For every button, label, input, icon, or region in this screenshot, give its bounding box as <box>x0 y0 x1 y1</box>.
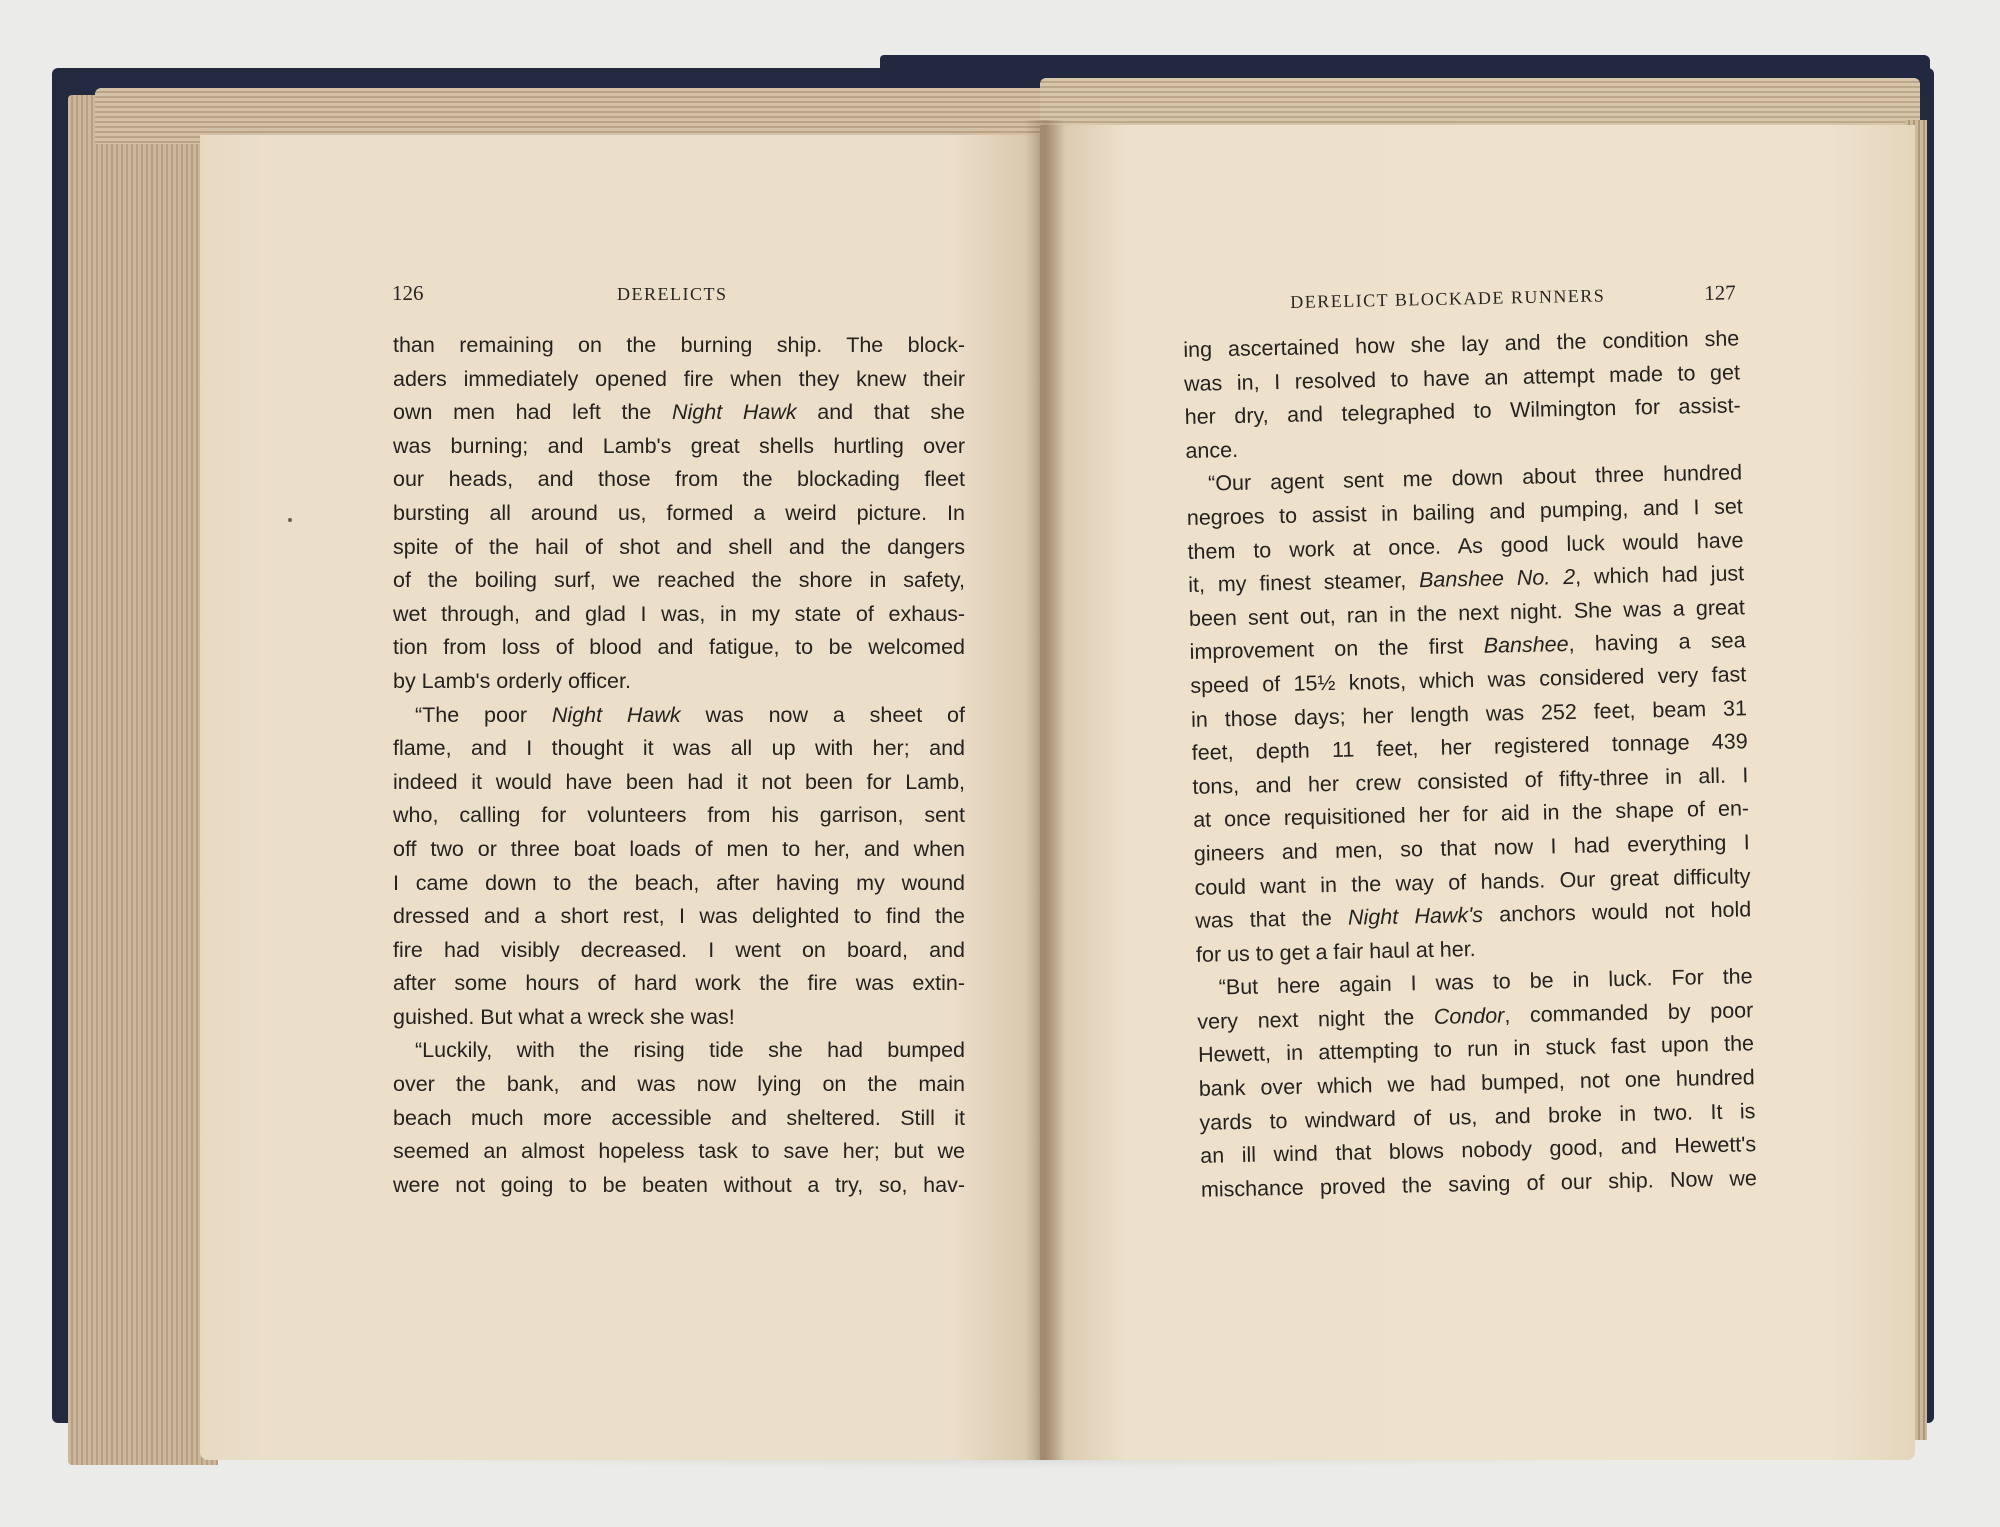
text-line: an ill wind that blows nobody good, and Hewett's <box>1199 1132 1757 1169</box>
text-line: at once requisitioned her for aid in the shape of en- <box>1192 796 1750 833</box>
text-line: mischance proved the saving of our ship. Now we <box>1200 1166 1758 1202</box>
text-line: beach much more accessible and sheltered. Still it <box>393 1105 965 1130</box>
text-line: ance. <box>1185 437 1239 463</box>
text-line: were not going to be beaten without a try, so, hav- <box>393 1172 965 1197</box>
text-line: wet through, and glad I was, in my state of exhaus- <box>393 601 965 626</box>
text-line: been sent out, ran in the next night. She was a great <box>1188 595 1746 631</box>
right-running-head: DERELICT BLOCKADE RUNNERS <box>1290 285 1606 312</box>
text-line: tons, and her crew consisted of fifty-three in all. I <box>1192 762 1749 799</box>
text-line: “Luckily, with the rising tide she had bumped <box>415 1038 965 1063</box>
text-line: by Lamb's orderly officer. <box>393 668 631 693</box>
text-line: than remaining on the burning ship. The block- <box>393 333 965 357</box>
text-line: flame, and I thought it was all up with her; and <box>393 736 965 761</box>
text-line: guished. But what a wreck she was! <box>393 1004 735 1029</box>
text-line: in those days; her length was 252 feet, beam 31 <box>1190 695 1748 732</box>
text-line: of the boiling surf, we reached the shore in safety, <box>393 568 965 593</box>
text-line: it, my finest steamer, Banshee No. 2, which had just <box>1188 561 1745 598</box>
text-line: negroes to assist in bailing and pumping, and I set <box>1186 494 1743 530</box>
left-running-head: DERELICTS <box>617 284 728 304</box>
text-line: them to work at once. As good luck would have <box>1187 527 1744 564</box>
text-line: speed of 15½ knots, which was considered very fast <box>1190 662 1747 698</box>
spine-gutter <box>1025 120 1065 1460</box>
text-line: I came down to the beach, after having my wound <box>393 870 965 895</box>
text-line: bursting all around us, formed a weird picture. In <box>393 500 965 525</box>
text-line: over the bank, and was now lying on the main <box>393 1072 965 1097</box>
text-line: off two or three boat loads of men to her, and when <box>393 836 965 861</box>
text-line: gineers and men, so that now I had everything I <box>1193 830 1751 866</box>
left-page-number: 126 <box>392 281 424 305</box>
right-page-number: 127 <box>1704 280 1736 305</box>
text-line: was that the Night Hawk's anchors would not hold <box>1195 897 1752 933</box>
text-line: “Our agent sent me down about three hundred <box>1207 460 1743 496</box>
text-line: bank over which we had bumped, not one hundred <box>1198 1065 1755 1101</box>
text-line: spite of the hail of shot and shell and the dangers <box>393 534 965 559</box>
text-line: for us to get a fair haul at her. <box>1195 936 1476 967</box>
text-line: after some hours of hard work the fire was extin- <box>393 971 965 996</box>
text-line: aders immediately opened fire when they knew their <box>393 366 965 391</box>
page-edges-left <box>68 95 218 1465</box>
text-line: very next night the Condor, commanded by poor <box>1197 998 1754 1034</box>
text-line: improvement on the first Banshee, having a sea <box>1189 628 1746 665</box>
text-line: indeed it would have been had it not been for Lamb, <box>393 769 965 794</box>
page-speck <box>288 518 292 522</box>
text-line: was in, I resolved to have an attempt made to get <box>1183 359 1741 396</box>
text-line: tion from loss of blood and fatigue, to be welcomed <box>393 635 965 660</box>
text-line: “The poor Night Hawk was now a sheet of <box>415 702 965 727</box>
text-line: feet, depth 11 feet, her registered tonnage 439 <box>1191 729 1748 766</box>
text-line: dressed and a short rest, I was delighted to find the <box>393 904 965 929</box>
text-line: who, calling for volunteers from his garrison, sent <box>393 803 965 828</box>
text-line: Hewett, in attempting to run in stuck fast upon the <box>1197 1031 1755 1068</box>
text-line: her dry, and telegraphed to Wilmington for assist- <box>1184 393 1741 430</box>
text-line: “But here again I was to be in luck. For the <box>1218 964 1753 1000</box>
text-line: was burning; and Lamb's great shells hurtling over <box>393 433 965 458</box>
text-line: seemed an almost hopeless task to save her; but we <box>393 1139 965 1164</box>
text-line: our heads, and those from the blockading fleet <box>393 467 965 492</box>
text-line: yards to windward of us, and broke in two. It is <box>1199 1098 1756 1135</box>
text-line: could want in the way of hands. Our great difficulty <box>1194 863 1751 900</box>
right-page-text <box>1183 322 1757 1207</box>
text-line: ing ascertained how she lay and the condition she <box>1183 326 1740 362</box>
left-page-text <box>393 329 965 1202</box>
text-line: fire had visibly decreased. I went on board, and <box>393 937 965 962</box>
text-line: own men had left the Night Hawk and that she <box>393 400 965 425</box>
